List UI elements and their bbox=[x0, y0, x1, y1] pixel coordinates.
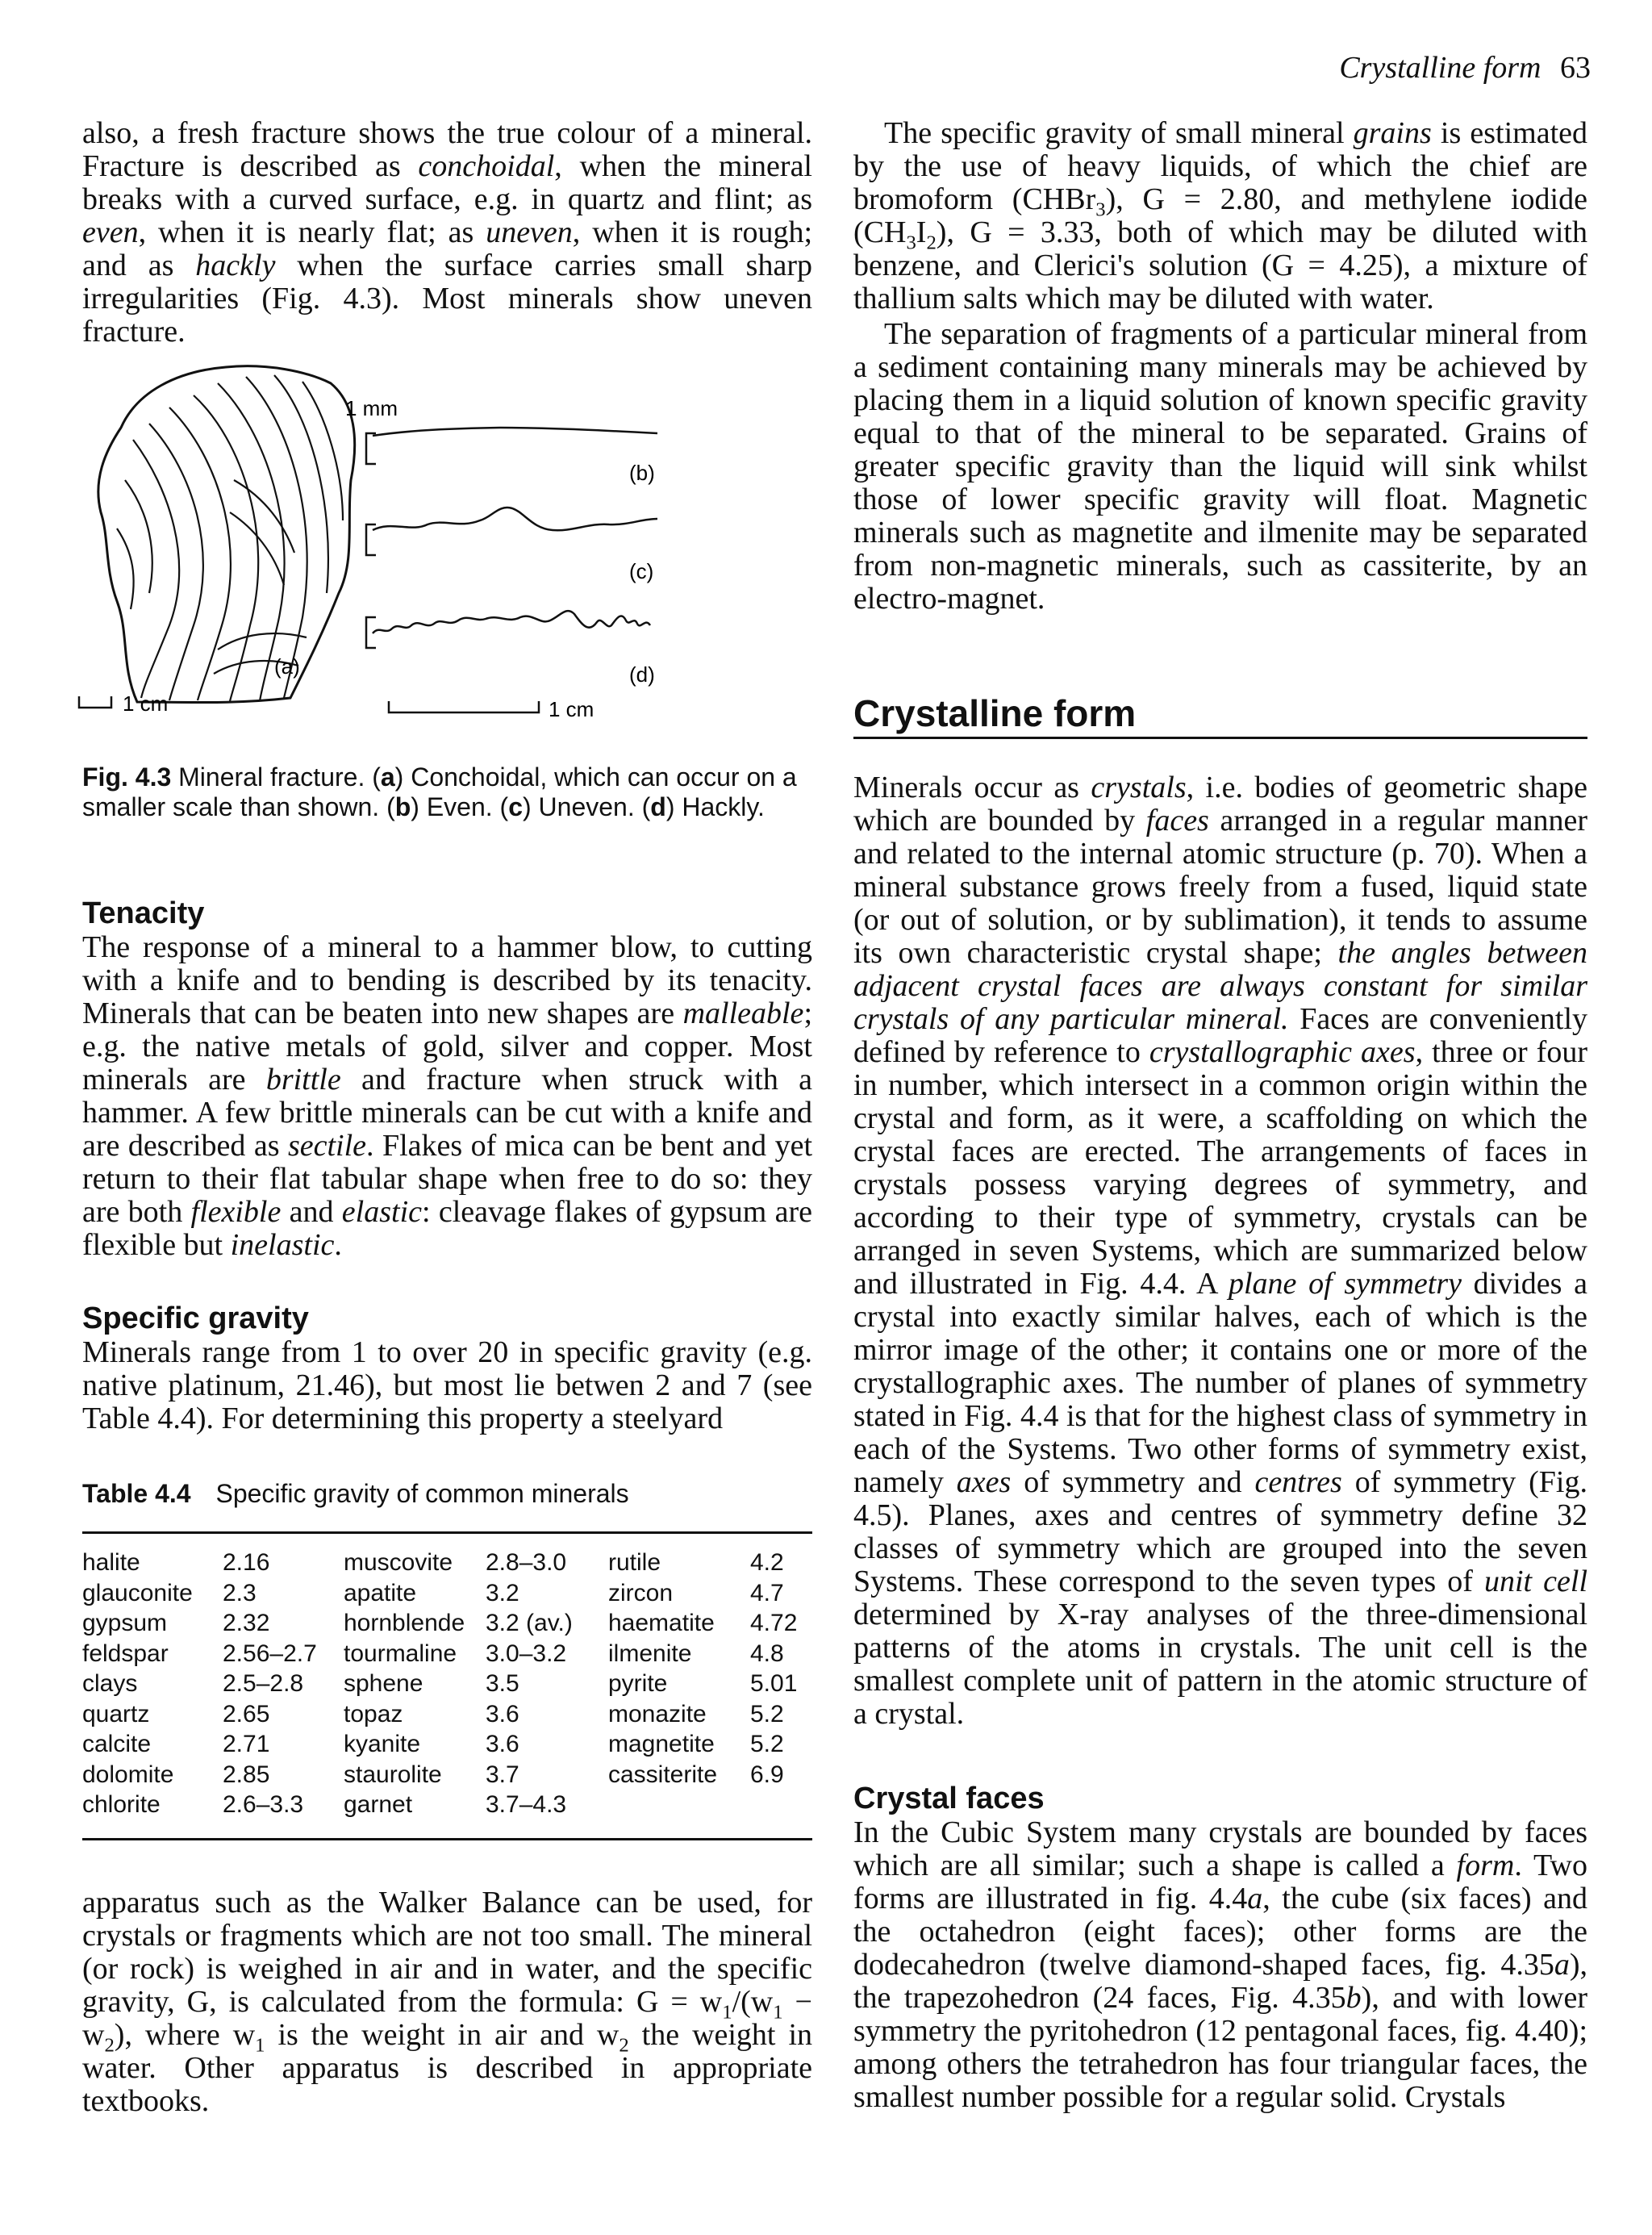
mineral-name-cell: calcite bbox=[82, 1731, 152, 1757]
mineral-name-cell: clays bbox=[82, 1670, 138, 1697]
separation-paragraph: The separation of fragments of a particular mineral from a sediment containing many minerals may be achieved by placing them in a liquid solution of known specific gravity equal to that of the mineral to be separated. Grains of greater specific gravity than the liquid will sink whilst those of lower specific gravity will float. Magnetic minerals such as magnetite and ilmenite may be separated from non-magnetic minerals, such as cassiterite, by an electro-magnet. bbox=[853, 317, 1587, 616]
specific-gravity-cell: 2.16 bbox=[223, 1549, 270, 1576]
specific-gravity-cell: 5.2 bbox=[750, 1731, 784, 1757]
mineral-name-cell: topaz bbox=[344, 1700, 403, 1727]
table-top-rule bbox=[82, 1531, 812, 1534]
mineral-name-cell: cassiterite bbox=[608, 1761, 718, 1788]
specific-gravity-cell: 3.2 bbox=[486, 1579, 519, 1606]
label-a: (a) bbox=[274, 654, 300, 679]
table-row bbox=[82, 1639, 815, 1669]
mineral-name-cell: staurolite bbox=[344, 1761, 442, 1788]
table-title: Specific gravity of common minerals bbox=[215, 1479, 629, 1508]
mineral-name-cell: pyrite bbox=[608, 1670, 668, 1697]
specific-gravity-cell: 4.7 bbox=[750, 1579, 784, 1606]
specific-gravity-cell: 3.7–4.3 bbox=[486, 1791, 567, 1818]
mineral-name-cell: haematite bbox=[608, 1610, 715, 1636]
mineral-name-cell: dolomite bbox=[82, 1761, 174, 1788]
crystal-faces-heading: Crystal faces bbox=[853, 1782, 1045, 1815]
mineral-name-cell: zircon bbox=[608, 1579, 674, 1606]
mineral-name-cell: gypsum bbox=[82, 1610, 168, 1636]
specific-gravity-cell: 2.32 bbox=[223, 1610, 270, 1636]
mineral-name-cell: rutile bbox=[608, 1549, 661, 1576]
label-b: (b) bbox=[629, 461, 655, 485]
crystal-faces-paragraph: In the Cubic System many crystals are bounded by faces which are all similar; such a shape is called a form. Two forms are illustrated in fig. 4.4a, the cube (six faces) and the octahedron (eight faces); other forms are the dodecahedron (twelve diamond-shaped faces, fig. 4.35a), the trapezohedron (24 faces, Fig. 4.35b), and with lower symmetry the pyritohedron (12 pentagonal faces, fig. 4.40); among others the tetrahedron has four triangular faces, the smallest number possible for a regular solid. Crystals bbox=[853, 1815, 1587, 2114]
specific-gravity-cell: 2.5–2.8 bbox=[223, 1670, 304, 1697]
specific-gravity-cell bbox=[750, 1790, 815, 1820]
mineral-name-cell: kyanite bbox=[344, 1731, 421, 1757]
mineral-name-cell: monazite bbox=[608, 1700, 707, 1727]
tenacity-heading: Tenacity bbox=[82, 896, 205, 930]
mineral-name-cell bbox=[608, 1790, 750, 1820]
specific-gravity-cell: 3.0–3.2 bbox=[486, 1640, 567, 1667]
mineral-name-cell: magnetite bbox=[608, 1731, 715, 1757]
specific-gravity-heading: Specific gravity bbox=[82, 1301, 309, 1335]
specific-gravity-cell: 2.65 bbox=[223, 1700, 270, 1727]
figure-caption: Fig. 4.3 Mineral fracture. (a) Conchoidal, which can occur on a smaller scale than shown. (b) Even. (c) Uneven. (d) Hackly. bbox=[82, 762, 797, 821]
heavy-liquids-paragraph: The specific gravity of small mineral grains is estimated by the use of heavy liquids, of which the chief are bromoform (CHBr$_3$), G = 2.80, and methylene iodide $(CH_3I_2)$, G = 3.33, both of which may be diluted with benzene, and Clerici's solution (G = 4.25), a mixture of thallium salts which may be diluted with water. bbox=[853, 116, 1587, 315]
specific-gravity-cell: 4.72 bbox=[750, 1610, 798, 1636]
tenacity-paragraph: The response of a mineral to a hammer blow, to cutting with a knife and to bending is described by its tenacity. Minerals that can be beaten into new shapes are malleable; e.g. the native metals of gold, silver and copper. Most minerals are brittle and fracture when struck with a hammer. A few brittle minerals can be cut with a knife and are described as sectile. Flakes of mica can be bent and yet return to their flat tabular shape when free to do so: they are both flexible and elastic: cleavage flakes of gypsum are flexible but inelastic. bbox=[82, 930, 813, 1262]
mineral-name-cell: ilmenite bbox=[608, 1640, 692, 1667]
table-row bbox=[82, 1608, 815, 1639]
specific-gravity-cell: 3.7 bbox=[486, 1761, 519, 1788]
specific-gravity-cell: 2.8–3.0 bbox=[486, 1549, 567, 1576]
specific-gravity-cell: 2.56–2.7 bbox=[223, 1640, 317, 1667]
mineral-name-cell: chlorite bbox=[82, 1791, 161, 1818]
table-row bbox=[82, 1578, 815, 1609]
fracture-figure bbox=[73, 359, 702, 734]
mineral-name-cell: muscovite bbox=[344, 1549, 453, 1576]
table-caption bbox=[82, 1478, 629, 1509]
fracture-paragraph: also, a fresh fracture shows the true colour of a mineral. Fracture is described as conchoidal, when the mineral breaks with a curved surface, e.g. in quartz and flint; as even, when it is nearly flat; as uneven, when it is rough; and as hackly when the surface carries small sharp irregularities (Fig. 4.3). Most minerals show uneven fracture. bbox=[82, 116, 812, 349]
specific-gravity-cell: 6.9 bbox=[750, 1761, 784, 1788]
table-row bbox=[82, 1669, 815, 1699]
specific-gravity-paragraph: Minerals range from 1 to over 20 in specific gravity (e.g. native platinum, 21.46), but most lie betwen 2 and 7 (see Table 4.4). For determining this property a steelyard bbox=[82, 1335, 812, 1435]
running-title: Crystalline form bbox=[1339, 51, 1541, 85]
table-row bbox=[82, 1729, 815, 1760]
crystalline-form-heading: Crystalline form bbox=[853, 692, 1137, 734]
table-row bbox=[82, 1699, 815, 1730]
specific-gravity-table bbox=[82, 1548, 815, 1820]
label-c: (c) bbox=[629, 559, 654, 583]
specific-gravity-cell: 2.71 bbox=[223, 1731, 270, 1757]
specific-gravity-cell: 3.2 (av.) bbox=[486, 1610, 573, 1636]
mineral-name-cell: feldspar bbox=[82, 1640, 169, 1667]
mineral-name-cell: halite bbox=[82, 1549, 140, 1576]
specific-gravity-cell: 3.5 bbox=[486, 1670, 519, 1697]
scale-1cm-right: 1 cm bbox=[549, 697, 594, 721]
mineral-name-cell: apatite bbox=[344, 1579, 417, 1606]
conchoidal-fragment bbox=[98, 366, 355, 703]
table-label: Table 4.4 bbox=[82, 1479, 191, 1508]
scale-1mm: 1 mm bbox=[345, 396, 398, 420]
crystals-paragraph: Minerals occur as crystals, i.e. bodies of geometric shape which are bounded by faces arranged in a regular manner and related to the internal atomic structure (p. 70). When a mineral substance grows freely from a fused, liquid state (or out of solution, or by sublimation), it tends to assume its own characteristic crystal shape; the angles between adjacent crystal faces are always constant for similar crystals of any particular mineral. Faces are conveniently defined by reference to crystallographic axes, three or four in number, which intersect in a common origin within the crystal and form, as it were, a scaffolding on which the crystal faces are erected. The arrangements of faces in crystals possess varying degrees of symmetry, and according to their type of symmetry, crystals can be arranged in seven Systems, which are summarized below and illustrated in Fig. 4.4. A plane of symmetry divides a crystal into exactly similar halves, each of which is the mirror image of the other; it contains one or more of the crystallographic axes. The number of planes of symmetry stated in Fig. 4.4 is that for the highest class of symmetry in each of the Systems. Two other forms of symmetry exist, namely axes of symmetry and centres of symmetry (Fig. 4.5). Planes, axes and centres of symmetry define 32 classes of symmetry which are grouped into the seven Systems. These correspond to the seven types of unit cell determined by X-ray analyses of the three-dimensional patterns of the atoms in crystals. The unit cell is the smallest complete unit of pattern in the atomic structure of a crystal. bbox=[853, 771, 1588, 1731]
page-number: 63 bbox=[1560, 51, 1591, 85]
specific-gravity-cell: 3.6 bbox=[486, 1731, 519, 1757]
scale-1cm-left: 1 cm bbox=[123, 691, 169, 716]
mineral-name-cell: garnet bbox=[344, 1791, 413, 1818]
specific-gravity-cell: 2.85 bbox=[223, 1761, 270, 1788]
specific-gravity-cell: 5.2 bbox=[750, 1700, 784, 1727]
apparatus-paragraph: apparatus such as the Walker Balance can be used, for crystals or fragments which are not too small. The mineral (or rock) is weighed in air and in water, and the specific gravity, G, is calculated from the formula: $G = w_1/(w_1 - w_2)$, where $w_1$ is the weight in air and $w_2$ the weight in water. Other apparatus is described in appropriate textbooks. bbox=[82, 1886, 813, 2118]
specific-gravity-cell: 2.6–3.3 bbox=[223, 1791, 304, 1818]
mineral-name-cell: quartz bbox=[82, 1700, 150, 1727]
specific-gravity-cell: 5.01 bbox=[750, 1670, 798, 1697]
mineral-name-cell: hornblende bbox=[344, 1610, 465, 1636]
specific-gravity-cell: 3.6 bbox=[486, 1700, 519, 1727]
mineral-name-cell: sphene bbox=[344, 1670, 423, 1697]
section-rule bbox=[853, 737, 1587, 739]
table-bottom-rule bbox=[82, 1838, 812, 1840]
specific-gravity-cell: 2.3 bbox=[223, 1579, 257, 1606]
table-row bbox=[82, 1548, 815, 1578]
label-d: (d) bbox=[629, 662, 655, 687]
table-row bbox=[82, 1790, 815, 1820]
specific-gravity-cell: 4.8 bbox=[750, 1640, 784, 1667]
mineral-name-cell: glauconite bbox=[82, 1579, 193, 1606]
running-header bbox=[1339, 50, 1591, 86]
specific-gravity-cell: 4.2 bbox=[750, 1549, 784, 1576]
table-row bbox=[82, 1760, 815, 1790]
mineral-name-cell: tourmaline bbox=[344, 1640, 457, 1667]
